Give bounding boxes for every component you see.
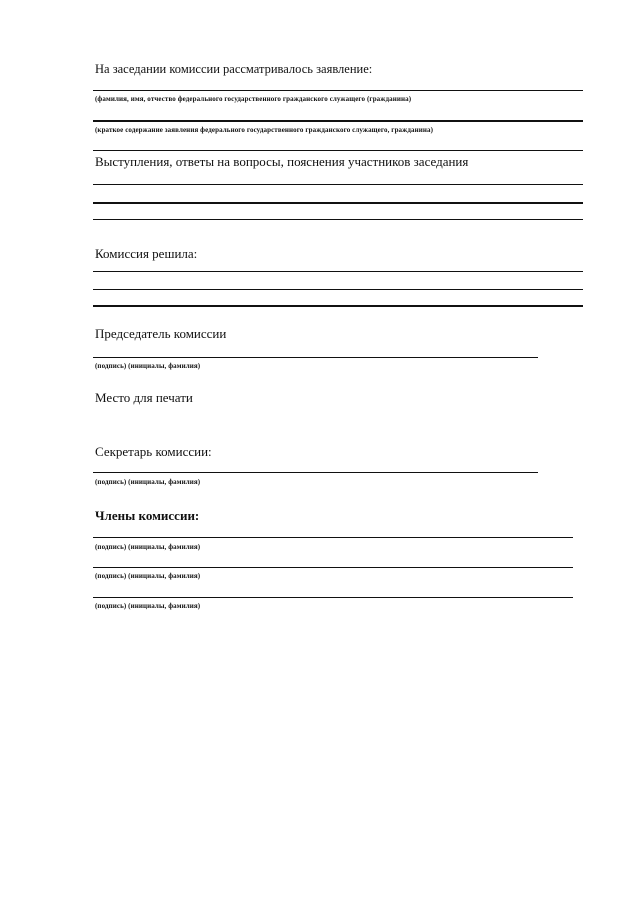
speeches-heading: Выступления, ответы на вопросы, пояснения участников заседания [95, 154, 469, 169]
chairman-heading: Председатель комиссии [95, 326, 227, 341]
fill-line [93, 184, 583, 185]
fill-line [93, 202, 583, 204]
members-heading: Члены комиссии: [95, 508, 200, 523]
signature-line [93, 537, 573, 538]
signature-line [93, 597, 573, 598]
signature-line [93, 567, 573, 568]
seal-place: Место для печати [95, 390, 193, 405]
decision-heading: Комиссия решила: [95, 246, 198, 261]
fill-line [93, 219, 583, 220]
fill-line [93, 90, 583, 91]
member-signature-caption: (подпись) (инициалы, фамилия) [95, 602, 201, 610]
member-signature-caption: (подпись) (инициалы, фамилия) [95, 572, 201, 580]
secretary-signature-caption: (подпись) (инициалы, фамилия) [95, 478, 201, 486]
statement-intro: На заседании комиссии рассматривалось заявление: [95, 62, 373, 76]
secretary-heading: Секретарь комиссии: [95, 444, 212, 459]
chairman-signature-caption: (подпись) (инициалы, фамилия) [95, 362, 201, 370]
signature-line [93, 357, 538, 358]
fill-line [93, 305, 583, 307]
signature-line [93, 472, 538, 473]
caption-fio: (фамилия, имя, отчество федерального государственного гражданского служащего (гражданина) [95, 95, 412, 103]
fill-line [93, 289, 583, 290]
fill-line [93, 271, 583, 272]
member-signature-caption: (подпись) (инициалы, фамилия) [95, 543, 201, 551]
fill-line [93, 120, 583, 122]
fill-line [93, 150, 583, 151]
caption-summary: (краткое содержание заявления федерального государственного гражданского служащего, гражданина) [95, 126, 434, 134]
